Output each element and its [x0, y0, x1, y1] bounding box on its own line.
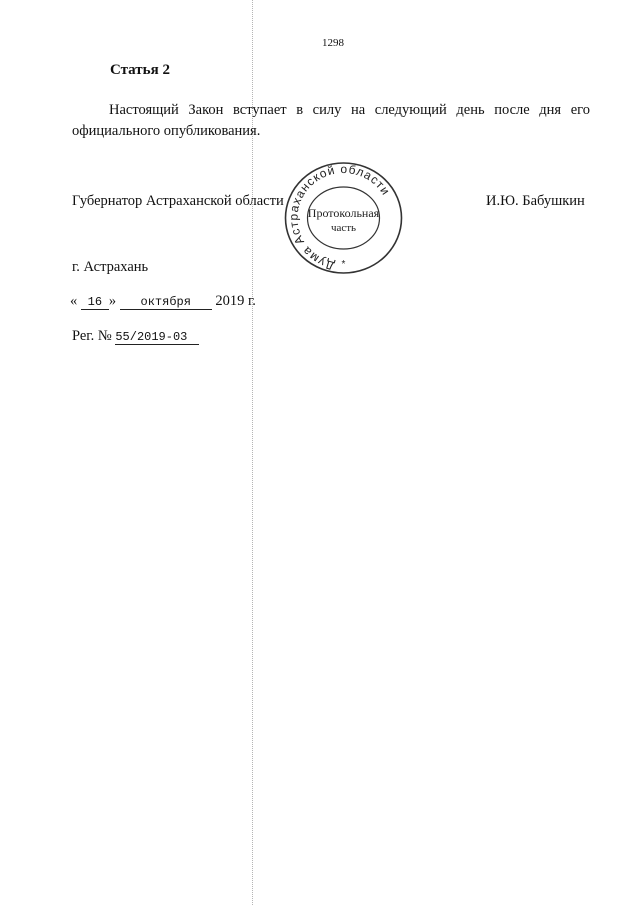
registration-line: [72, 328, 199, 345]
date-day-field: 16: [81, 295, 109, 310]
city-line: г. Астрахань: [72, 259, 149, 275]
law-paragraph: Настоящий Закон вступает в силу на следующий день после дня его официального опубликования.: [72, 102, 590, 139]
signatory-title: Губернатор Астраханской области: [72, 193, 284, 209]
date-month-field: октября: [120, 295, 212, 310]
registration-number-field: 55/2019-03: [115, 330, 199, 345]
stamp-star: *: [341, 259, 346, 270]
stamp-center-line-2: часть: [330, 222, 357, 234]
page-number: 1298: [322, 37, 344, 49]
official-stamp: [280, 160, 407, 277]
date-open-quote: «: [70, 293, 78, 309]
article-heading: Статья 2: [110, 62, 170, 78]
stamp-ring-text: Дума Астраханской области: [286, 161, 394, 274]
date-year: 2019 г.: [215, 293, 256, 309]
stamp-center-line-1: Протокольная: [307, 206, 380, 220]
registration-label: Рег. №: [72, 328, 112, 344]
date-close-quote: »: [108, 293, 117, 309]
signatory-name: И.Ю. Бабушкин: [486, 193, 585, 209]
date-line: [70, 293, 256, 310]
